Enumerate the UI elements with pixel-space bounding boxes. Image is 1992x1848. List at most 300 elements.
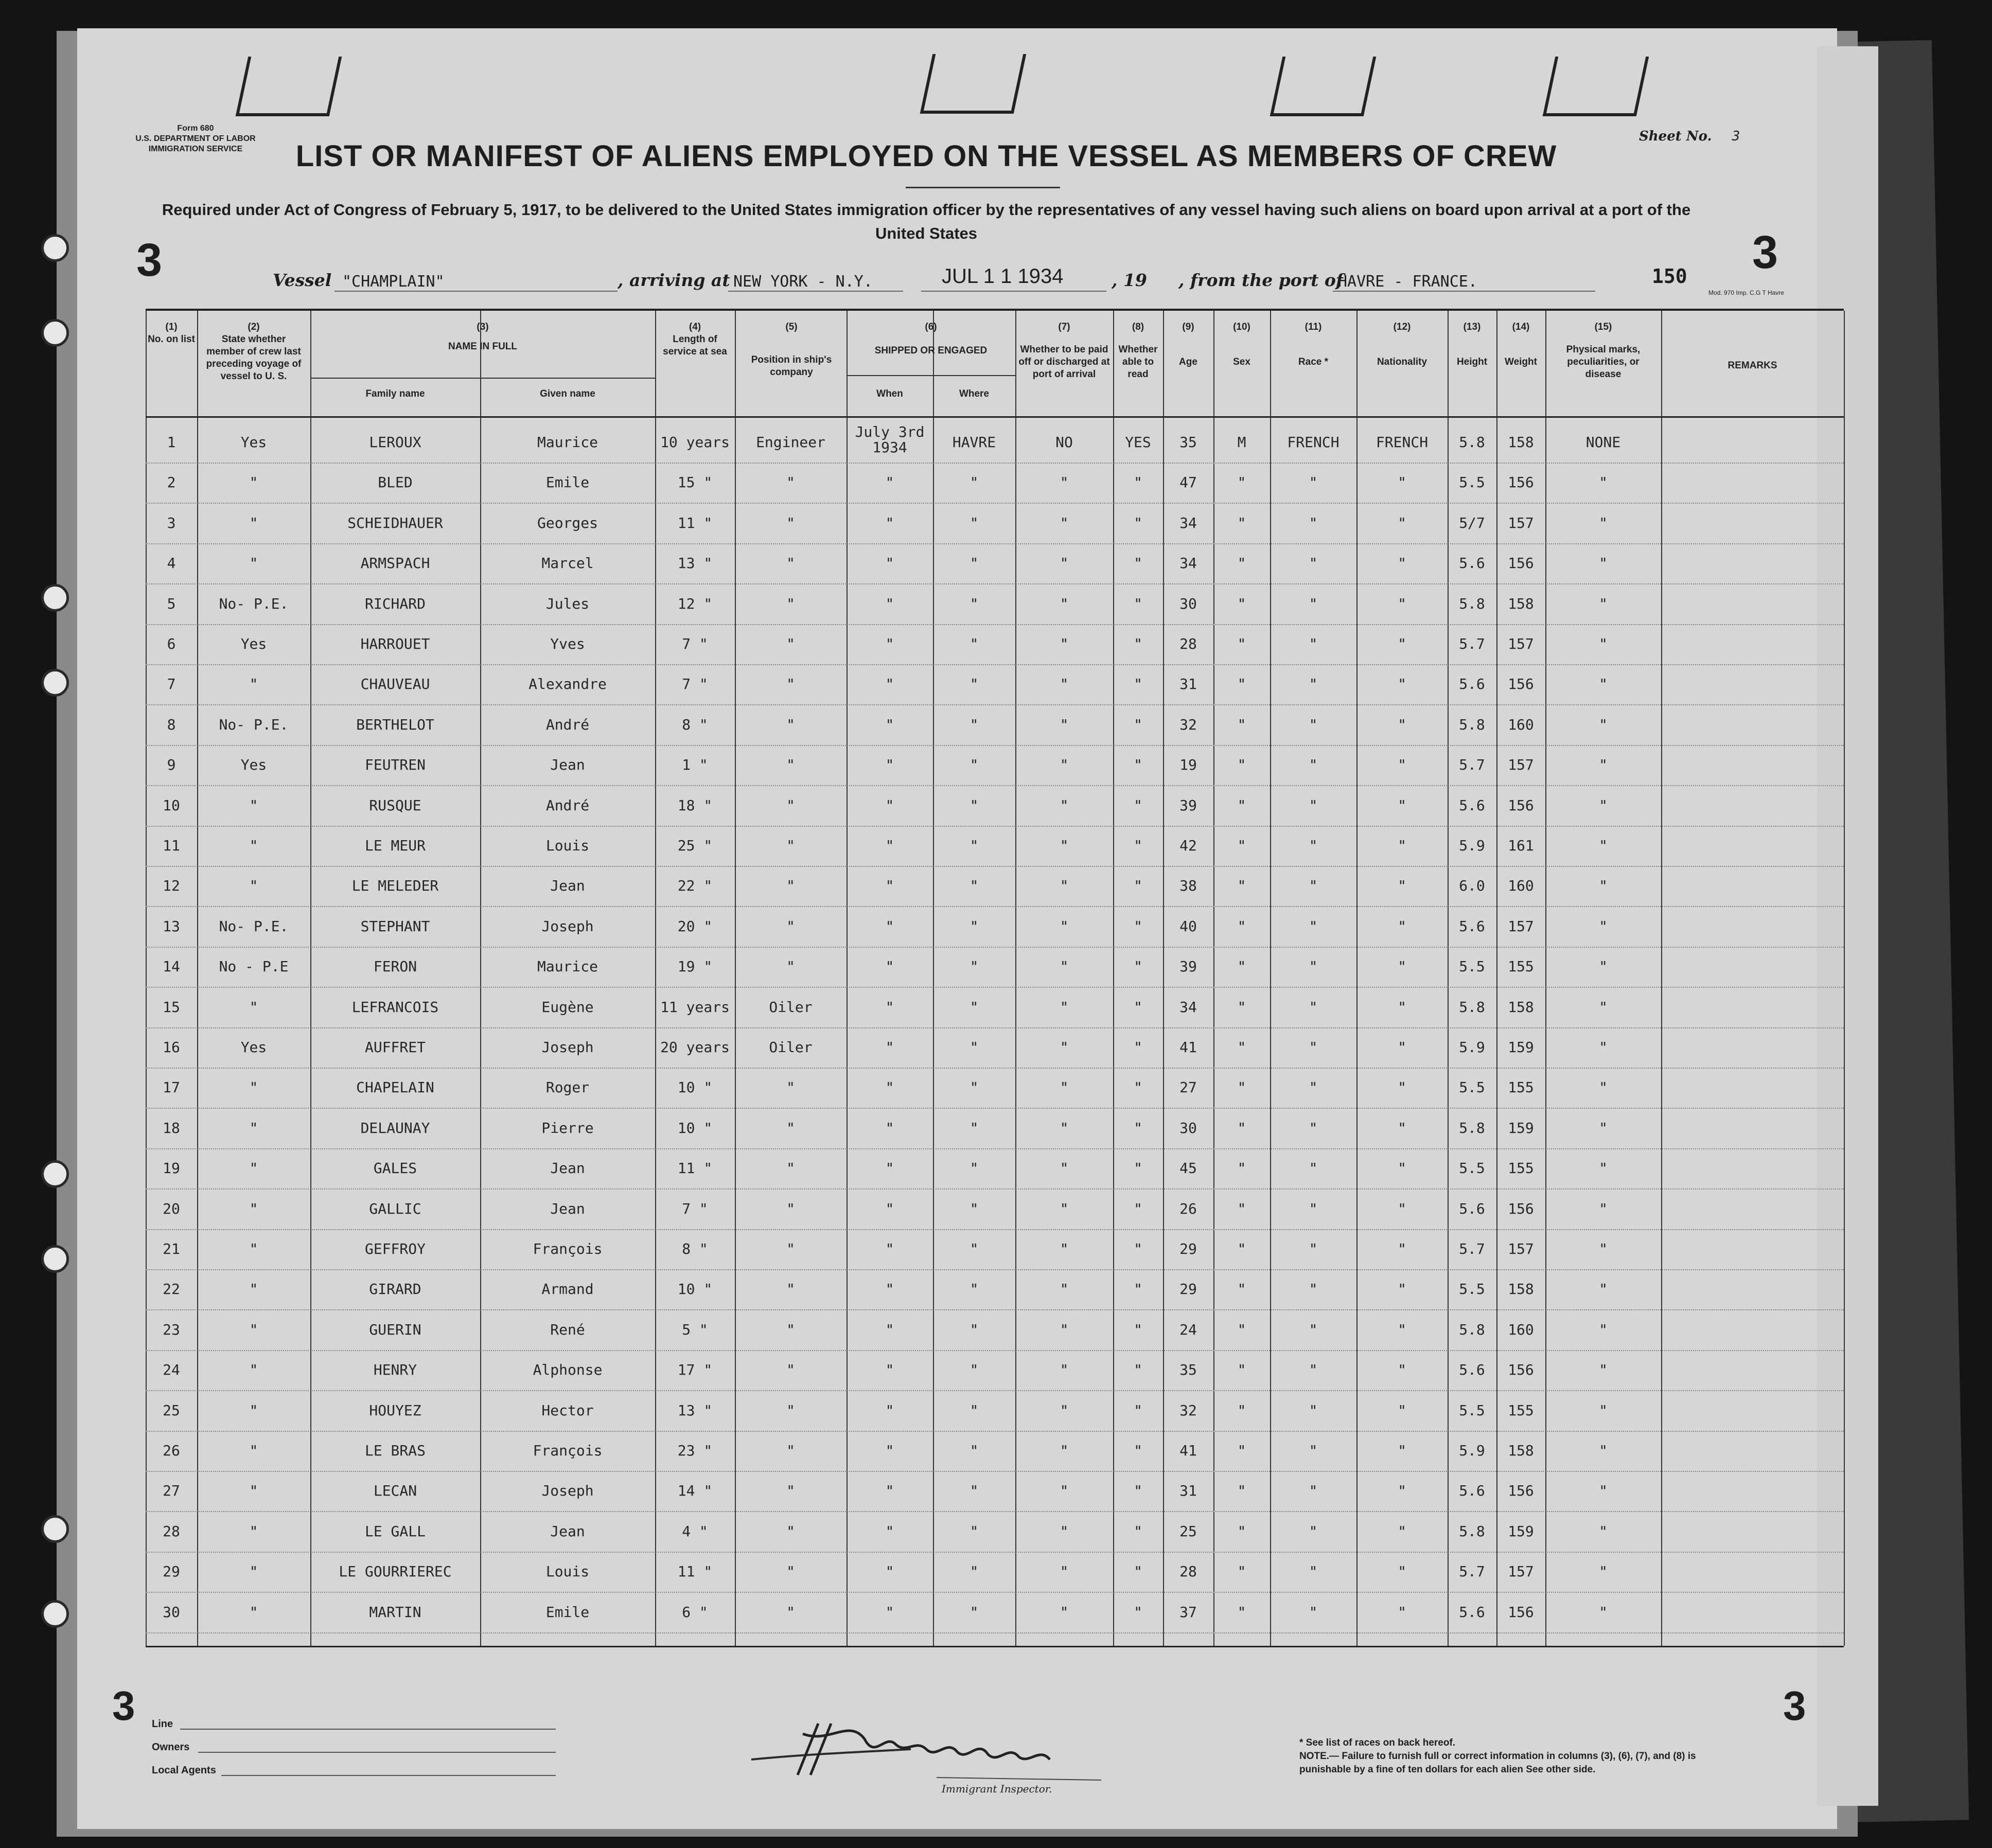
cell-weight: 157	[1508, 1563, 1534, 1580]
cell-where: "	[969, 595, 979, 612]
cell-nat: "	[1398, 1240, 1406, 1257]
cell-height: 5.5	[1459, 1401, 1485, 1419]
cell-prev: "	[249, 1522, 258, 1540]
cell-given: Pierre	[541, 1119, 594, 1136]
cell-sex: "	[1237, 595, 1246, 612]
cell-position: "	[786, 1442, 795, 1459]
cell-prev: "	[249, 1119, 258, 1136]
cell-service: 14 "	[677, 1482, 713, 1500]
cell-height: 5.7	[1459, 1240, 1485, 1257]
cell-no: 11	[163, 837, 180, 854]
cell-where: "	[969, 756, 979, 774]
cell-sex: "	[1237, 635, 1246, 652]
vessel-name: "CHAMPLAIN"	[342, 273, 445, 291]
hdr-family: Family name	[365, 388, 425, 399]
sheet-label: Sheet No.	[1639, 129, 1712, 144]
cell-given: Maurice	[537, 434, 598, 451]
binder-hole	[41, 319, 69, 347]
cell-paid: "	[1060, 1361, 1069, 1379]
cell-race: "	[1309, 1240, 1318, 1257]
cell-race: "	[1309, 917, 1318, 935]
cell-given: Louis	[545, 1563, 590, 1580]
cell-service: 12 "	[677, 595, 713, 612]
date-underline	[921, 291, 1106, 292]
col-rule	[1844, 311, 1845, 1646]
cell-race: "	[1309, 1160, 1318, 1177]
cell-race: "	[1309, 635, 1318, 652]
from-underline	[1333, 291, 1595, 292]
owners-field	[198, 1752, 556, 1753]
cell-weight: 159	[1508, 1039, 1534, 1056]
cell-family: MARTIN	[369, 1603, 421, 1621]
cell-age: 24	[1179, 1321, 1197, 1338]
cell-weight: 155	[1508, 1401, 1534, 1419]
cell-no: 23	[163, 1321, 180, 1338]
cell-given: François	[533, 1240, 603, 1257]
cell-no: 21	[163, 1240, 180, 1257]
cell-given: Joseph	[541, 1482, 594, 1500]
cell-paid: "	[1060, 716, 1069, 733]
cell-paid: "	[1060, 1160, 1069, 1177]
col9-num: (9)	[1182, 322, 1194, 332]
cell-read: "	[1134, 1079, 1142, 1096]
cell-weight: 159	[1508, 1119, 1534, 1136]
cell-no: 26	[163, 1442, 180, 1459]
table-row	[146, 588, 1844, 628]
cell-prev: "	[249, 1401, 258, 1419]
cell-where: "	[969, 1401, 979, 1419]
cell-height: 5.5	[1459, 1281, 1485, 1298]
cell-marks: "	[1599, 877, 1608, 895]
tab-mark	[236, 57, 342, 116]
cell-position: "	[786, 796, 795, 814]
col5-label: Position in ship's company	[751, 354, 832, 378]
cell-when: "	[885, 796, 894, 814]
cell-weight: 156	[1508, 1603, 1534, 1621]
cell-position: "	[786, 958, 795, 975]
cell-where: "	[969, 877, 979, 895]
cell-given: Emile	[545, 1603, 590, 1621]
cell-prev: "	[249, 474, 258, 491]
agents-label: Local Agents	[152, 1765, 216, 1776]
cell-service: 19 "	[677, 958, 713, 975]
cell-read: "	[1134, 514, 1142, 531]
cell-given: René	[550, 1321, 585, 1338]
cell-height: 5.8	[1459, 595, 1485, 612]
cell-no: 18	[163, 1119, 180, 1136]
tab-mark	[920, 54, 1027, 114]
cell-service: 18 "	[677, 796, 713, 814]
fine-note: NOTE.— Failure to furnish full or correct information in columns (3), (6), (7), and (8) is punishable by a fine of ten dollars for each alien See other side.	[1299, 1751, 1696, 1775]
cell-no: 3	[167, 514, 176, 531]
cell-marks: "	[1599, 1563, 1608, 1580]
cell-position: "	[786, 635, 795, 652]
cell-nat: "	[1398, 877, 1406, 895]
cell-prev: "	[249, 1200, 258, 1217]
col8-num: (8)	[1132, 322, 1144, 332]
cell-where: "	[969, 676, 979, 693]
cell-weight: 161	[1508, 837, 1534, 854]
cell-height: 5.6	[1459, 555, 1485, 572]
cell-prev: "	[249, 676, 258, 693]
cell-given: Marcel	[541, 555, 594, 572]
hdr-col5	[737, 321, 845, 379]
cell-weight: 156	[1508, 676, 1534, 693]
cell-sex: "	[1237, 1039, 1246, 1056]
cell-height: 5.9	[1459, 837, 1485, 854]
cell-prev: Yes	[240, 756, 267, 774]
cell-position: "	[786, 555, 795, 572]
cell-race: "	[1309, 1361, 1318, 1379]
cell-when: "	[885, 1361, 894, 1379]
cell-no: 6	[167, 635, 176, 652]
cell-service: 11 "	[677, 514, 713, 531]
cell-where: "	[969, 1361, 979, 1379]
binder-hole	[41, 234, 69, 262]
cell-race: "	[1309, 796, 1318, 814]
cell-age: 27	[1179, 1079, 1197, 1096]
cell-read: "	[1134, 1321, 1142, 1338]
cell-family: LE MELEDER	[351, 877, 439, 895]
cell-nat: "	[1398, 1039, 1406, 1056]
cell-when: "	[885, 1401, 894, 1419]
cell-paid: "	[1060, 837, 1069, 854]
cell-no: 7	[167, 676, 176, 693]
cell-race: "	[1309, 958, 1318, 975]
service: IMMIGRATION SERVICE	[148, 145, 243, 153]
col7-num: (7)	[1058, 322, 1070, 332]
cell-age: 31	[1179, 676, 1197, 693]
cell-age: 41	[1179, 1442, 1197, 1459]
hdr-col14	[1496, 321, 1545, 368]
col12-num: (12)	[1393, 322, 1411, 332]
table-row	[146, 830, 1844, 870]
cell-sex: "	[1237, 796, 1246, 814]
cell-where: "	[969, 958, 979, 975]
cell-read: "	[1134, 877, 1142, 895]
cell-nat: "	[1398, 474, 1406, 491]
cell-read: "	[1134, 756, 1142, 774]
cell-marks: "	[1599, 837, 1608, 854]
cell-weight: 158	[1508, 1281, 1534, 1298]
page-mark-right: 3	[1752, 227, 1778, 278]
cell-position: "	[786, 1240, 795, 1257]
cell-prev: "	[249, 877, 258, 895]
cell-height: 5.9	[1459, 1039, 1485, 1056]
table-row	[146, 709, 1844, 749]
cell-age: 34	[1179, 514, 1197, 531]
cell-nat: "	[1398, 595, 1406, 612]
cell-age: 32	[1179, 1401, 1197, 1419]
cell-paid: "	[1060, 998, 1069, 1016]
cell-family: HENRY	[373, 1361, 417, 1379]
cell-age: 30	[1179, 1119, 1197, 1136]
cell-given: Emile	[545, 474, 590, 491]
cell-nat: "	[1398, 998, 1406, 1016]
col6-num: (6)	[925, 322, 937, 332]
table-row	[146, 628, 1844, 668]
table-row	[146, 1435, 1844, 1475]
cell-service: 11 "	[677, 1160, 713, 1177]
cell-marks: "	[1599, 514, 1608, 531]
cell-marks: "	[1599, 676, 1608, 693]
cell-nat: FRENCH	[1376, 434, 1429, 451]
cell-weight: 156	[1508, 1200, 1534, 1217]
cell-given: Yves	[550, 635, 585, 652]
cell-position: "	[786, 1321, 795, 1338]
table-row	[146, 1556, 1844, 1596]
cell-position: "	[786, 1563, 795, 1580]
table-row	[146, 790, 1844, 830]
cell-prev: "	[249, 837, 258, 854]
cell-race: "	[1309, 1281, 1318, 1298]
cell-age: 40	[1179, 917, 1197, 935]
cell-nat: "	[1398, 514, 1406, 531]
cell-position: "	[786, 1401, 795, 1419]
cell-sex: "	[1237, 474, 1246, 491]
cell-marks: "	[1599, 595, 1608, 612]
cell-family: LECAN	[373, 1482, 417, 1500]
cell-age: 30	[1179, 595, 1197, 612]
cell-sex: "	[1237, 1442, 1246, 1459]
cell-read: "	[1134, 1603, 1142, 1621]
form-number: Form 680	[177, 124, 214, 133]
cell-race: "	[1309, 1401, 1318, 1419]
cell-race: "	[1309, 1321, 1318, 1338]
table-row	[146, 423, 1844, 467]
cell-marks: "	[1599, 1119, 1608, 1136]
col8-label: Whether able to read	[1118, 344, 1158, 380]
cell-height: 5.6	[1459, 1361, 1485, 1379]
cell-read: "	[1134, 595, 1142, 612]
cell-race: "	[1309, 1563, 1318, 1580]
cell-when: "	[885, 676, 894, 693]
col10-num: (10)	[1233, 322, 1250, 332]
cell-race: "	[1309, 716, 1318, 733]
cell-paid: "	[1060, 1401, 1069, 1419]
col13-label: Height	[1456, 357, 1488, 367]
cell-read: "	[1134, 1563, 1142, 1580]
cell-sex: "	[1237, 837, 1246, 854]
cell-where: "	[969, 1281, 979, 1298]
cell-no: 10	[163, 796, 180, 814]
cell-race: "	[1309, 1603, 1318, 1621]
cell-nat: "	[1398, 1361, 1406, 1379]
cell-age: 32	[1179, 716, 1197, 733]
cell-service: 20 years	[660, 1039, 730, 1056]
cell-no: 28	[163, 1522, 180, 1540]
col13-num: (13)	[1463, 322, 1481, 332]
cell-height: 5.5	[1459, 1160, 1485, 1177]
cell-height: 5.6	[1459, 1603, 1485, 1621]
cell-age: 34	[1179, 555, 1197, 572]
cell-marks: "	[1599, 1281, 1608, 1298]
cell-when: "	[885, 1079, 894, 1096]
cell-service: 1 "	[682, 756, 708, 774]
cell-given: Joseph	[541, 917, 594, 935]
col1-label: No. on list	[148, 334, 195, 345]
cell-sex: "	[1237, 555, 1246, 572]
cell-weight: 157	[1508, 514, 1534, 531]
table-row	[146, 1152, 1844, 1193]
table-row	[146, 951, 1844, 991]
page-title: LIST OR MANIFEST OF ALIENS EMPLOYED ON THE VESSEL AS MEMBERS OF CREW	[295, 139, 1557, 173]
cell-paid: NO	[1055, 434, 1073, 451]
cell-nat: "	[1398, 676, 1406, 693]
cell-family: RUSQUE	[369, 796, 421, 814]
cell-age: 25	[1179, 1522, 1197, 1540]
cell-read: "	[1134, 917, 1142, 935]
cell-read: "	[1134, 1281, 1142, 1298]
cell-nat: "	[1398, 1281, 1406, 1298]
cell-nat: "	[1398, 917, 1406, 935]
page-mark-bottom-right: 3	[1783, 1683, 1806, 1729]
cell-prev: No- P.E.	[219, 716, 289, 733]
name-subrule	[310, 378, 655, 379]
col5-num: (5)	[785, 322, 798, 332]
cell-family: GUERIN	[369, 1321, 421, 1338]
cell-no: 27	[163, 1482, 180, 1500]
cell-height: 5.8	[1459, 998, 1485, 1016]
cell-read: "	[1134, 1482, 1142, 1500]
cell-given: Jean	[550, 877, 585, 895]
cell-when: "	[885, 1482, 894, 1500]
cell-age: 35	[1179, 434, 1197, 451]
cell-when: "	[885, 877, 894, 895]
owners-label: Owners	[152, 1742, 190, 1753]
cell-marks: "	[1599, 958, 1608, 975]
cell-race: "	[1309, 514, 1318, 531]
cell-no: 16	[163, 1039, 180, 1056]
cell-sex: "	[1237, 1160, 1246, 1177]
col14-num: (14)	[1512, 322, 1530, 332]
cell-no: 29	[163, 1563, 180, 1580]
cell-family: LE GALL	[364, 1522, 426, 1540]
cell-marks: "	[1599, 1361, 1608, 1379]
cell-where: "	[969, 1119, 979, 1136]
cell-where: "	[969, 1240, 979, 1257]
cell-read: "	[1134, 1039, 1142, 1056]
cell-marks: NONE	[1585, 434, 1621, 451]
col4-num: (4)	[689, 322, 701, 332]
table-row	[146, 1516, 1844, 1556]
hdr-col2	[202, 321, 305, 383]
table-row	[146, 668, 1844, 708]
cell-prev: "	[249, 514, 258, 531]
cell-service: 25 "	[677, 837, 713, 854]
cell-when: "	[885, 595, 894, 612]
cell-family: LE BRAS	[364, 1442, 426, 1459]
cell-position: "	[786, 1482, 795, 1500]
col4-label: Length of service at sea	[663, 334, 727, 357]
cell-where: HAVRE	[952, 434, 996, 451]
cell-when: "	[885, 1321, 894, 1338]
table-row	[146, 991, 1844, 1032]
arriving-label: , arriving at	[618, 270, 730, 290]
cell-read: "	[1134, 837, 1142, 854]
cell-service: 10 "	[677, 1119, 713, 1136]
cell-sex: "	[1237, 1200, 1246, 1217]
cell-prev: No- P.E.	[219, 917, 289, 935]
cell-given: Louis	[545, 837, 590, 854]
cell-read: "	[1134, 635, 1142, 652]
cell-sex: "	[1237, 1281, 1246, 1298]
cell-given: François	[533, 1442, 603, 1459]
cell-marks: "	[1599, 1039, 1608, 1056]
cell-marks: "	[1599, 474, 1608, 491]
table-row	[146, 1193, 1844, 1233]
cell-position: "	[786, 1522, 795, 1540]
cell-read: "	[1134, 998, 1142, 1016]
cell-given: Alexandre	[528, 676, 607, 693]
table-row	[146, 507, 1844, 547]
printer-mark: Mod. 970 Imp. C.G T Havre	[1708, 289, 1784, 296]
col2-num: (2)	[248, 322, 260, 332]
cell-weight: 157	[1508, 917, 1534, 935]
cell-read: "	[1134, 1522, 1142, 1540]
cell-height: 5.8	[1459, 1321, 1485, 1338]
arrival-port: NEW YORK - N.Y.	[733, 273, 873, 291]
cell-prev: No- P.E.	[219, 595, 289, 612]
binder-hole	[41, 1245, 69, 1273]
table-row	[146, 749, 1844, 789]
cell-paid: "	[1060, 1522, 1069, 1540]
cell-family: GIRARD	[369, 1281, 421, 1298]
cell-paid: "	[1060, 917, 1069, 935]
cell-paid: "	[1060, 474, 1069, 491]
cell-weight: 155	[1508, 1079, 1534, 1096]
cell-nat: "	[1398, 1119, 1406, 1136]
cell-sex: "	[1237, 1361, 1246, 1379]
title-rule	[906, 187, 1060, 188]
col1-num: (1)	[165, 322, 178, 332]
inspector-signature	[741, 1703, 1112, 1796]
cell-race: "	[1309, 555, 1318, 572]
cell-when: "	[885, 474, 894, 491]
cell-service: 7 "	[682, 1200, 708, 1217]
cell-no: 9	[167, 756, 176, 774]
cell-age: 35	[1179, 1361, 1197, 1379]
from-port: HAVRE - FRANCE.	[1338, 273, 1477, 291]
cell-where: "	[969, 514, 979, 531]
cell-age: 45	[1179, 1160, 1197, 1177]
cell-marks: "	[1599, 716, 1608, 733]
cell-nat: "	[1398, 1442, 1406, 1459]
cell-family: GALLIC	[369, 1200, 421, 1217]
cell-family: FERON	[373, 958, 417, 975]
cell-where: "	[969, 635, 979, 652]
cell-position: "	[786, 1119, 795, 1136]
cell-marks: "	[1599, 1200, 1608, 1217]
cell-nat: "	[1398, 635, 1406, 652]
cell-prev: "	[249, 1281, 258, 1298]
cell-given: Joseph	[541, 1039, 594, 1056]
cell-no: 24	[163, 1361, 180, 1379]
cell-paid: "	[1060, 1079, 1069, 1096]
cell-paid: "	[1060, 1482, 1069, 1500]
cell-paid: "	[1060, 514, 1069, 531]
cell-position: "	[786, 1603, 795, 1621]
cell-no: 22	[163, 1281, 180, 1298]
cell-where: "	[969, 1563, 979, 1580]
col3-num: (3)	[477, 322, 489, 332]
cell-prev: "	[249, 1321, 258, 1338]
page-mark-left: 3	[136, 235, 163, 286]
cell-when: "	[885, 514, 894, 531]
cell-service: 13 "	[677, 555, 713, 572]
cell-marks: "	[1599, 998, 1608, 1016]
cell-race: "	[1309, 676, 1318, 693]
